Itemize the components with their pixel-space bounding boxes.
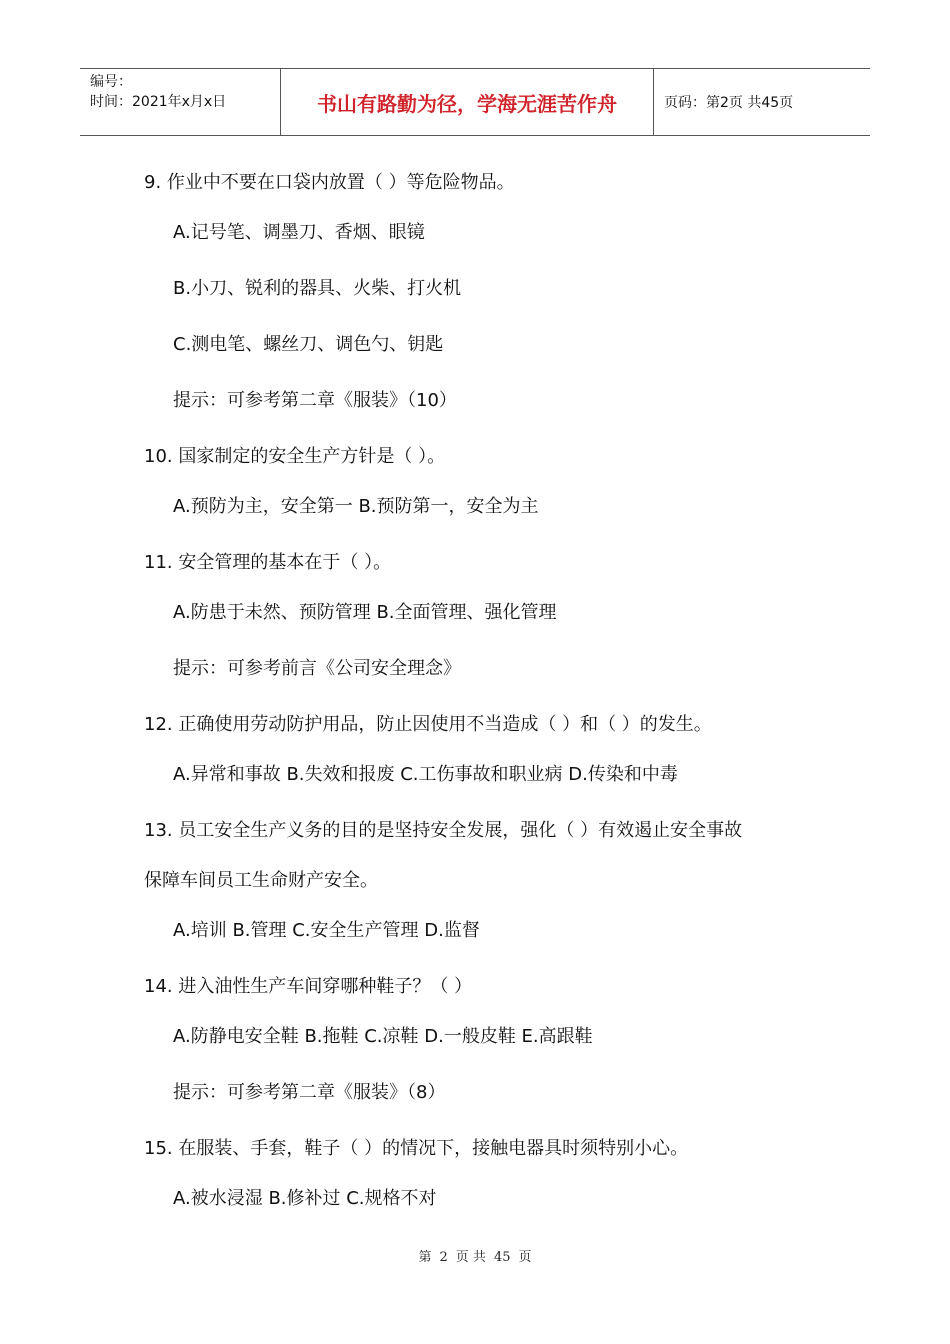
option-9c: C.测电笔、螺丝刀、调色勺、钥匙 <box>173 334 444 355</box>
time-label: 时间：2021年x月x日 <box>90 94 227 110</box>
question-14: 14. 进入油性生产车间穿哪种鞋子？（ ） <box>144 976 473 997</box>
footer-post: 页 <box>518 1250 532 1265</box>
header-motto: 书山有路勤为径，学海无涯苦作舟 <box>281 69 654 135</box>
options-13: A.培训 B.管理 C.安全生产管理 D.监督 <box>173 920 480 941</box>
option-9a: A.记号笔、调墨刀、香烟、眼镜 <box>173 222 425 243</box>
question-11: 11. 安全管理的基本在于（ ）。 <box>144 552 392 573</box>
options-14: A.防静电安全鞋 B.拖鞋 C.凉鞋 D.一般皮鞋 E.高跟鞋 <box>173 1026 593 1047</box>
question-10: 10. 国家制定的安全生产方针是（ ）。 <box>144 446 446 467</box>
footer-mid: 页 共 <box>455 1250 486 1265</box>
page-footer <box>0 1246 950 1265</box>
options-15: A.被水浸湿 B.修补过 C.规格不对 <box>173 1188 437 1209</box>
options-10: A.预防为主，安全第一 B.预防第一，安全为主 <box>173 496 539 517</box>
hint-14: 提示：可参考第二章《服装》（8） <box>173 1082 446 1103</box>
header-page-info: 页码：第2页 共45页 <box>664 95 794 111</box>
header-meta <box>80 69 281 135</box>
number-label: 编号： <box>90 74 132 90</box>
question-12: 12. 正确使用劳动防护用品，防止因使用不当造成（ ）和（ ）的发生。 <box>144 714 712 735</box>
footer-page: 2 <box>439 1250 448 1265</box>
question-15: 15. 在服装、手套，鞋子（ ）的情况下，接触电器具时须特别小心。 <box>144 1138 689 1159</box>
question-9: 9. 作业中不要在口袋内放置（ ）等危险物品。 <box>144 172 515 193</box>
options-12: A.异常和事故 B.失效和报废 C.工伤事故和职业病 D.传染和中毒 <box>173 764 678 785</box>
hint-11: 提示：可参考前言《公司安全理念》 <box>173 658 461 679</box>
option-9b: B.小刀、锐利的器具、火柴、打火机 <box>173 278 462 299</box>
options-11: A.防患于未然、预防管理 B.全面管理、强化管理 <box>173 602 557 623</box>
footer-total: 45 <box>493 1250 511 1265</box>
question-13: 13. 员工安全生产义务的目的是坚持安全发展，强化（ ）有效遏止安全事故 <box>144 820 743 841</box>
footer-pre: 第 <box>418 1250 432 1265</box>
hint-9: 提示：可参考第二章《服装》（10） <box>173 390 457 411</box>
question-13-cont: 保障车间员工生命财产安全。 <box>144 870 378 891</box>
page-header <box>80 68 870 136</box>
